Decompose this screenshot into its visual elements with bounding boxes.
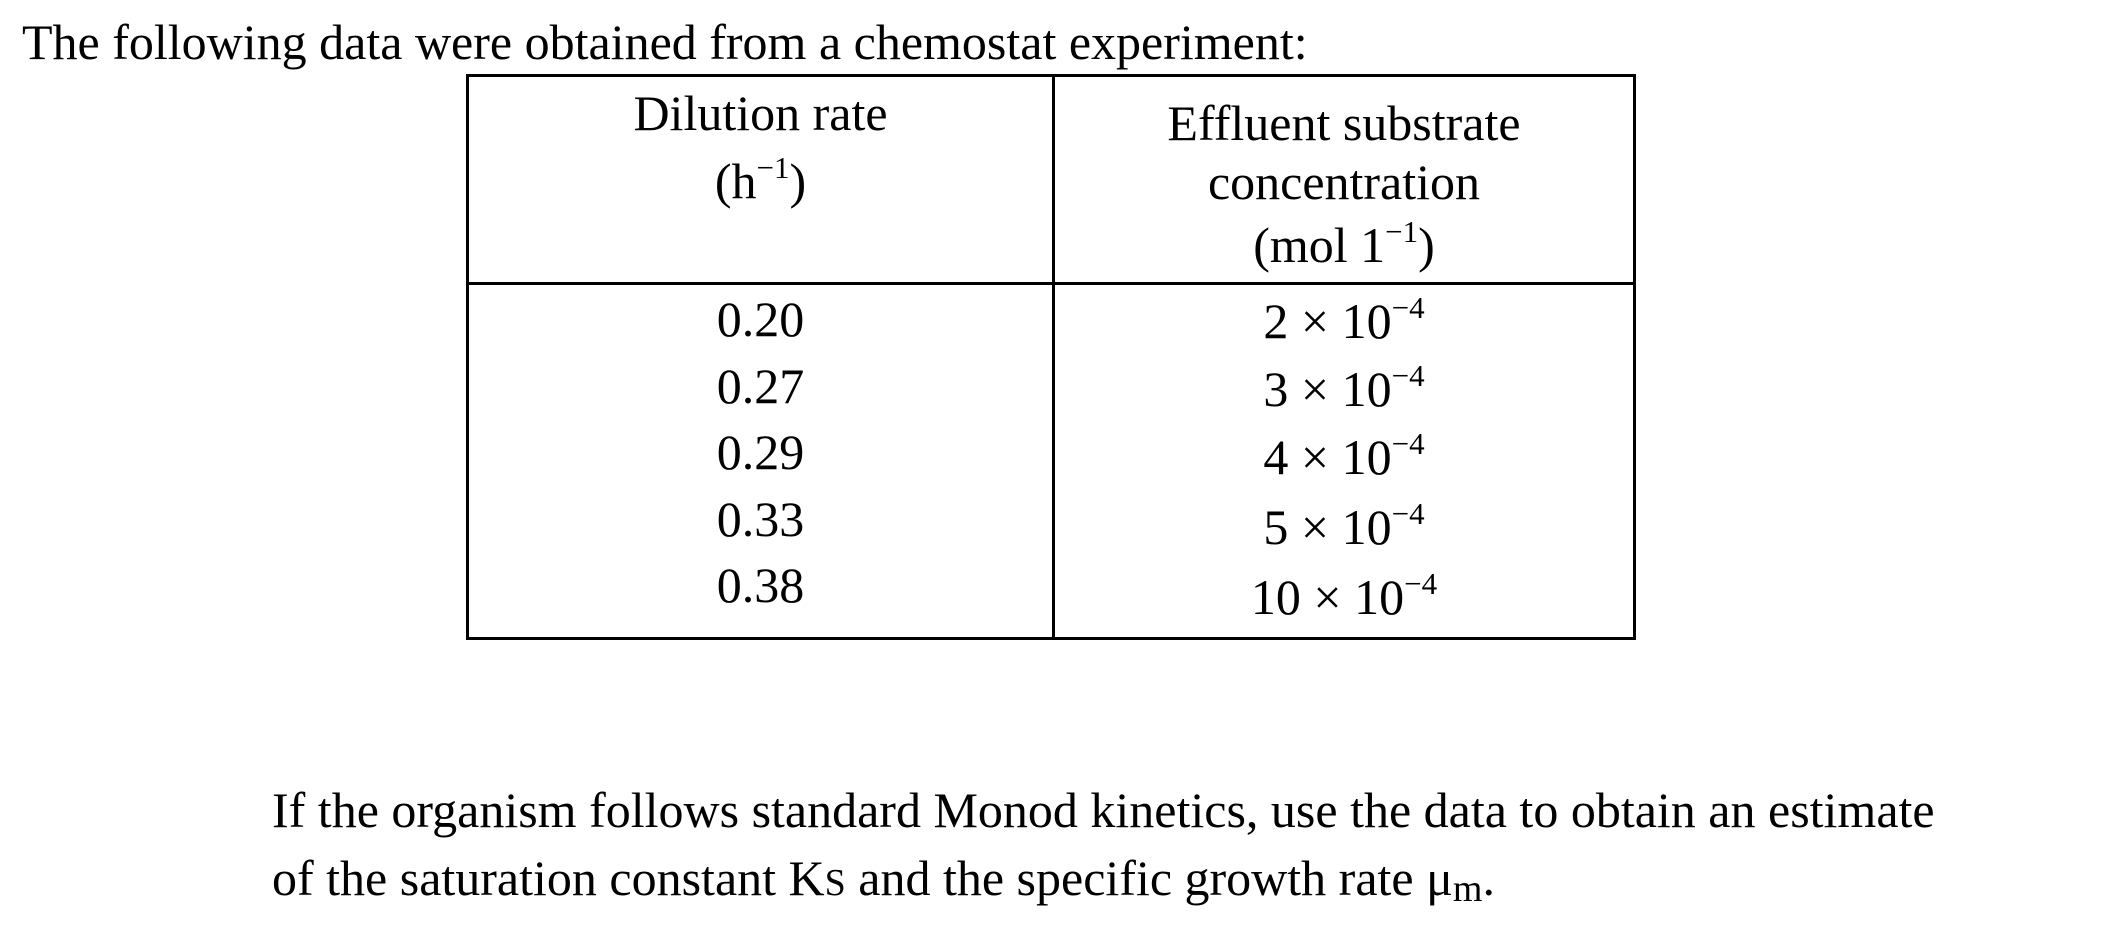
substrate-value: $4 \times 10^{-4}$ bbox=[1263, 426, 1425, 485]
dilution-value: 0.38 bbox=[716, 557, 805, 613]
mu-symbol: μ bbox=[1426, 850, 1453, 906]
dilution-header-unit: $(h^{-1})$ bbox=[714, 150, 807, 209]
question-text bbox=[272, 776, 1935, 917]
question-line-1: If the organism follows standard Monod kinetics, use the data to obtain an estimate bbox=[272, 782, 1935, 838]
dilution-value: 0.33 bbox=[716, 491, 805, 547]
substrate-value: $2 \times 10^{-4}$ bbox=[1263, 290, 1425, 349]
dilution-value: 0.27 bbox=[716, 358, 805, 414]
dilution-value: 0.20 bbox=[716, 291, 805, 347]
mu-subscript: m bbox=[1452, 868, 1483, 910]
substrate-header-unit: (mol $1^{-1}$) bbox=[1253, 214, 1435, 273]
substrate-value: $5 \times 10^{-4}$ bbox=[1263, 496, 1425, 555]
ks-subscript: S bbox=[824, 862, 846, 904]
data-table bbox=[466, 74, 1636, 640]
dilution-value: 0.29 bbox=[716, 424, 805, 480]
substrate-value: $10 \times 10^{-4}$ bbox=[1250, 566, 1438, 625]
substrate-header-label-1: Effluent substrate bbox=[1167, 95, 1521, 151]
substrate-header-label-2: concentration bbox=[1207, 154, 1481, 210]
intro-text: The following data were obtained from a chemostat experiment: bbox=[22, 14, 1308, 70]
substrate-value: $3 \times 10^{-4}$ bbox=[1263, 358, 1425, 417]
question-line-2: of the saturation constant KS and the specific growth rate μm. bbox=[272, 850, 1495, 910]
dilution-header-label: Dilution rate bbox=[633, 85, 888, 141]
